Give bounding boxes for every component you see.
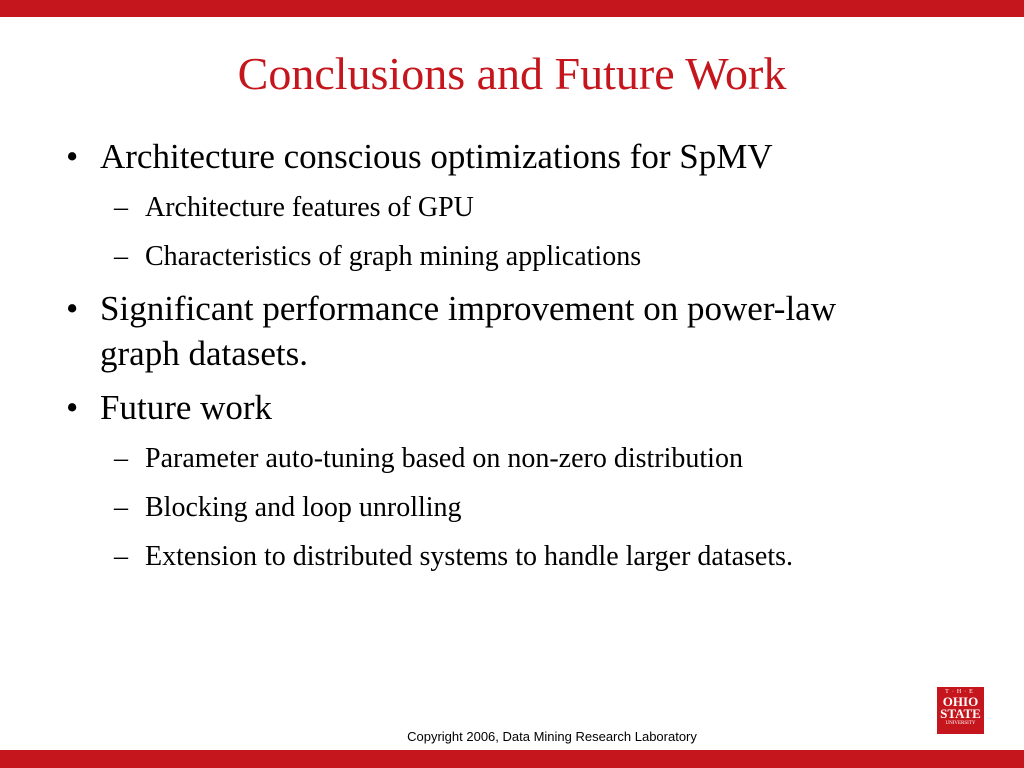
bullet-text: Significant performance improvement on power-law graph datasets. xyxy=(100,289,836,373)
bullet-item xyxy=(66,286,860,376)
bullet-marker: • xyxy=(66,137,79,176)
sub-bullet-text: Architecture features of GPU xyxy=(145,192,474,223)
bullet-item xyxy=(66,385,966,430)
logo-line-university: UNIVERSITY xyxy=(945,721,976,726)
top-accent-bar xyxy=(0,0,1024,17)
bullet-marker: • xyxy=(66,388,79,427)
logo-line-state: STATE xyxy=(940,706,981,721)
bullet-text: Future work xyxy=(100,388,273,427)
logo-line-the: T·H·E xyxy=(945,689,976,695)
sub-bullet-item xyxy=(66,439,885,478)
sub-bullet-text: Blocking and loop unrolling xyxy=(145,492,462,523)
sub-bullet-text: Extension to distributed systems to handle larger datasets. xyxy=(145,541,794,572)
ohio-state-logo xyxy=(937,687,984,734)
sub-bullet-item xyxy=(66,188,885,227)
dash-marker: – xyxy=(114,492,128,523)
logo-line-ohio: OHIO xyxy=(942,694,979,709)
bullet-item xyxy=(66,134,966,179)
sub-bullet-list xyxy=(66,188,966,276)
sub-bullet-item xyxy=(66,537,885,576)
dash-marker: – xyxy=(114,443,128,474)
sub-bullet-text: Parameter auto-tuning based on non-zero distribution xyxy=(145,443,743,474)
sub-bullet-list xyxy=(66,439,966,576)
sub-bullet-text: Characteristics of graph mining applications xyxy=(145,241,642,272)
bottom-accent-bar xyxy=(0,750,1024,768)
slide-title: Conclusions and Future Work xyxy=(237,48,787,99)
bullet-text: Architecture conscious optimizations for SpMV xyxy=(100,137,773,176)
bullet-marker: • xyxy=(66,289,79,328)
sub-bullet-item xyxy=(66,488,885,527)
dash-marker: – xyxy=(114,241,128,272)
dash-marker: – xyxy=(114,192,128,223)
sub-bullet-item xyxy=(66,237,885,276)
slide-content xyxy=(66,134,966,586)
copyright-footer: Copyright 2006, Data Mining Research Laboratory xyxy=(407,729,697,744)
dash-marker: – xyxy=(114,541,128,572)
